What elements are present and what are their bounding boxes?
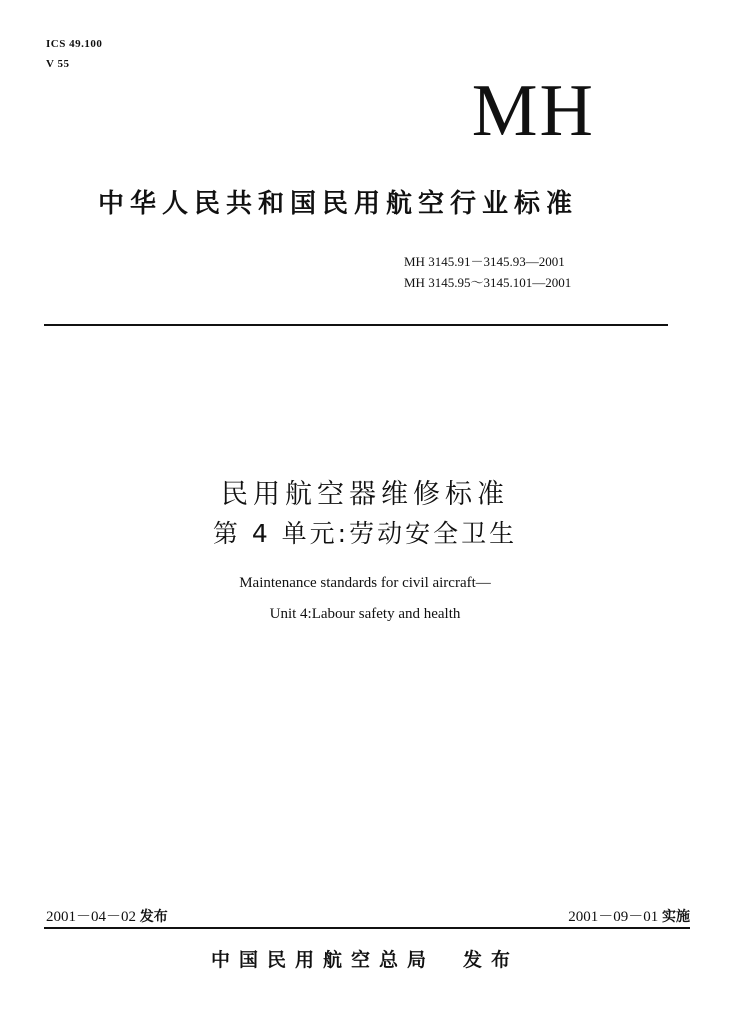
document-title-cn: 民用航空器维修标准 <box>221 479 509 510</box>
header-divider <box>44 324 668 326</box>
standard-category-title: 中华人民共和国民用航空行业标准 <box>98 189 579 219</box>
document-subtitle-cn: 第 4 单元:劳动安全卫生 <box>212 519 518 548</box>
implementation-date-value: 2001－09－01 <box>568 909 659 925</box>
publisher-action: 发布 <box>463 949 520 971</box>
document-title-en: Maintenance standards for civil aircraft— <box>239 575 491 591</box>
publisher-name: 中国民用航空总局 <box>210 949 435 971</box>
standard-number: MH 3145.91－3145.93—2001 <box>404 254 565 269</box>
implementation-date <box>568 905 690 926</box>
issue-date-value: 2001－04－02 <box>46 909 137 925</box>
standard-number: MH 3145.95～3145.101—2001 <box>404 275 572 290</box>
ics-code: ICS 49.100 <box>46 38 103 50</box>
document-subtitle-en: Unit 4:Labour safety and health <box>269 606 461 622</box>
publisher-line <box>0 945 730 972</box>
issue-date <box>46 905 168 926</box>
ccs-code: V 55 <box>46 58 70 70</box>
issue-date-label: 发布 <box>139 909 168 925</box>
implementation-date-label: 实施 <box>662 909 690 925</box>
footer-divider <box>44 927 690 929</box>
mh-logo: MH <box>471 70 595 152</box>
